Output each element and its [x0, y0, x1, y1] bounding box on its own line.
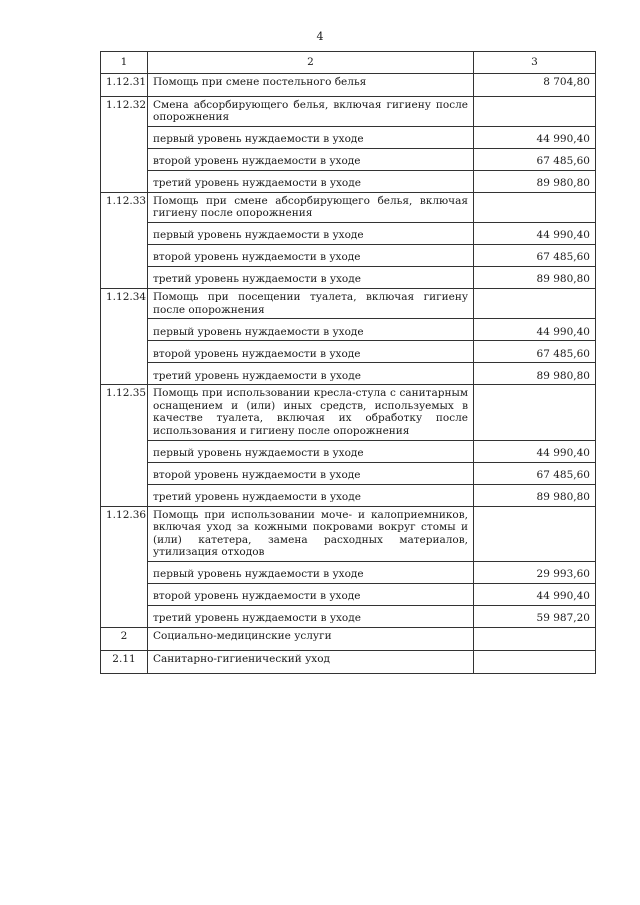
table-subrow [101, 462, 596, 484]
table-subrow [101, 244, 596, 266]
row-value [474, 288, 596, 318]
level-name: первый уровень нуждаемости в уходе [148, 440, 474, 462]
level-value: 44 990,40 [474, 126, 596, 148]
level-value: 67 485,60 [474, 244, 596, 266]
level-value: 44 990,40 [474, 583, 596, 605]
row-value [474, 192, 596, 222]
level-value: 89 980,80 [474, 363, 596, 385]
table-row [101, 73, 596, 96]
row-code: 1.12.34 [101, 288, 148, 384]
row-service-name: Помощь при использовании моче- и калоприемников, включая уход за кожными покровами вокруг стомы и (или) катетера, замена расходных материалов, утилизация отходов [148, 506, 474, 561]
table-header-row [101, 52, 596, 74]
table-subrow [101, 222, 596, 244]
table-row [101, 650, 596, 673]
column-header-name: 2 [148, 52, 474, 74]
level-value: 67 485,60 [474, 341, 596, 363]
row-value [474, 96, 596, 126]
row-value [474, 506, 596, 561]
table-row [101, 288, 596, 318]
level-name: второй уровень нуждаемости в уходе [148, 244, 474, 266]
table-subrow [101, 126, 596, 148]
level-value: 67 485,60 [474, 148, 596, 170]
level-name: третий уровень нуждаемости в уходе [148, 484, 474, 506]
table-row [101, 96, 596, 126]
level-name: первый уровень нуждаемости в уходе [148, 319, 474, 341]
level-value: 44 990,40 [474, 222, 596, 244]
level-value: 59 987,20 [474, 605, 596, 627]
table-subrow [101, 170, 596, 192]
level-value: 44 990,40 [474, 440, 596, 462]
table-subrow [101, 341, 596, 363]
level-value: 44 990,40 [474, 319, 596, 341]
table-body [101, 73, 596, 673]
row-value [474, 385, 596, 440]
row-value [474, 650, 596, 673]
row-service-name: Помощь при посещении туалета, включая гигиену после опорожнения [148, 288, 474, 318]
level-value: 67 485,60 [474, 462, 596, 484]
row-service-name: Помощь при смене постельного белья [148, 73, 474, 96]
page-number: 4 [316, 30, 324, 43]
table-subrow [101, 363, 596, 385]
row-value: 8 704,80 [474, 73, 596, 96]
row-service-name: Социально-медицинские услуги [148, 627, 474, 650]
table-row [101, 192, 596, 222]
table-subrow [101, 484, 596, 506]
level-value: 89 980,80 [474, 170, 596, 192]
table-subrow [101, 583, 596, 605]
row-service-name: Помощь при смене абсорбирующего белья, включая гигиену после опорожнения [148, 192, 474, 222]
level-name: третий уровень нуждаемости в уходе [148, 605, 474, 627]
row-code: 1.12.36 [101, 506, 148, 627]
level-name: второй уровень нуждаемости в уходе [148, 148, 474, 170]
table-subrow [101, 561, 596, 583]
table-row [101, 627, 596, 650]
level-name: третий уровень нуждаемости в уходе [148, 170, 474, 192]
level-name: второй уровень нуждаемости в уходе [148, 462, 474, 484]
table-subrow [101, 440, 596, 462]
row-code: 1.12.35 [101, 385, 148, 506]
row-service-name: Помощь при использовании кресла-стула с санитарным оснащением и (или) иных средств, используемых в качестве туалета, включая их обработку после использования и гигиену после опорожнения [148, 385, 474, 440]
table-subrow [101, 266, 596, 288]
row-code: 1.12.33 [101, 192, 148, 288]
row-service-name: Смена абсорбирующего белья, включая гигиену после опорожнения [148, 96, 474, 126]
level-value: 89 980,80 [474, 266, 596, 288]
column-header-value: 3 [474, 52, 596, 74]
tariff-table [100, 51, 596, 674]
level-name: первый уровень нуждаемости в уходе [148, 126, 474, 148]
level-value: 29 993,60 [474, 561, 596, 583]
row-service-name: Санитарно-гигиенический уход [148, 650, 474, 673]
table-subrow [101, 319, 596, 341]
row-code: 2.11 [101, 650, 148, 673]
level-name: второй уровень нуждаемости в уходе [148, 341, 474, 363]
row-code: 2 [101, 627, 148, 650]
column-header-code: 1 [101, 52, 148, 74]
table-row [101, 385, 596, 440]
level-name: второй уровень нуждаемости в уходе [148, 583, 474, 605]
table-subrow [101, 605, 596, 627]
row-value [474, 627, 596, 650]
level-name: первый уровень нуждаемости в уходе [148, 561, 474, 583]
row-code: 1.12.31 [101, 73, 148, 96]
level-value: 89 980,80 [474, 484, 596, 506]
level-name: третий уровень нуждаемости в уходе [148, 363, 474, 385]
level-name: первый уровень нуждаемости в уходе [148, 222, 474, 244]
table-row [101, 506, 596, 561]
row-code: 1.12.32 [101, 96, 148, 192]
table-subrow [101, 148, 596, 170]
level-name: третий уровень нуждаемости в уходе [148, 266, 474, 288]
